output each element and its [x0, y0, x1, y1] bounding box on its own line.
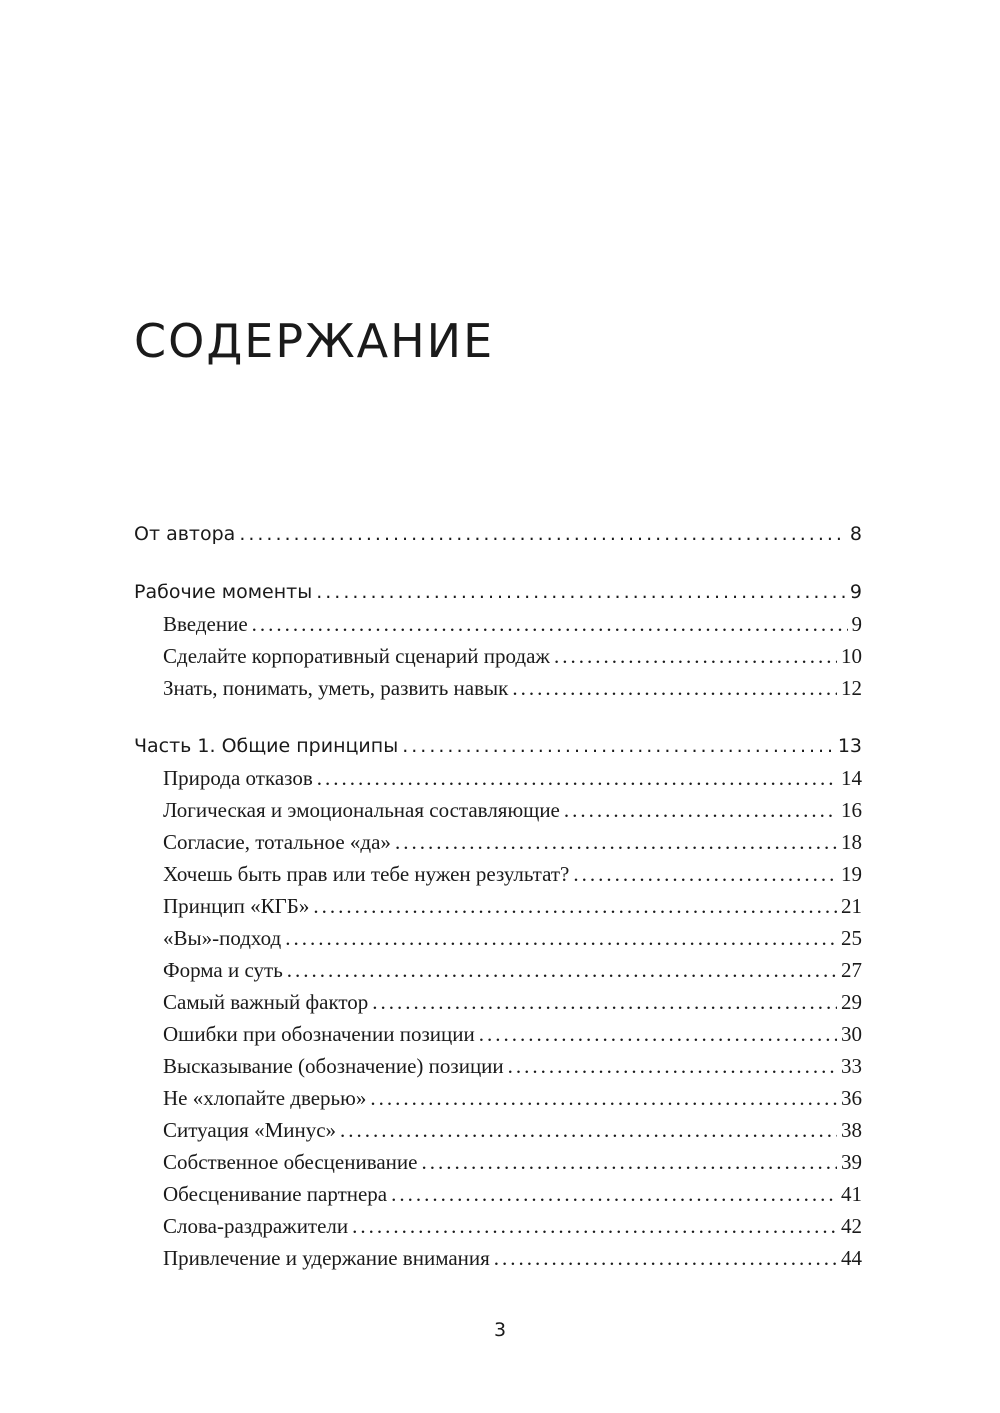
toc-entry[interactable]	[134, 608, 862, 640]
toc-entry[interactable]	[134, 986, 862, 1018]
toc-entry[interactable]	[134, 1242, 862, 1274]
toc-entry[interactable]	[134, 890, 862, 922]
toc-entry-title: Сделайте корпоративный сценарий продаж	[163, 644, 550, 668]
toc-group	[134, 730, 862, 1274]
toc-entry-page: 39	[841, 1150, 862, 1174]
toc-entry[interactable]	[134, 1018, 862, 1050]
toc-entry-page: 30	[841, 1022, 862, 1046]
dot-leader	[316, 576, 846, 608]
toc-entry-page: 27	[841, 958, 862, 982]
toc-section-entry[interactable]	[134, 518, 862, 550]
table-of-contents	[134, 518, 862, 1300]
dot-leader	[391, 1178, 837, 1210]
toc-entry-page: 8	[849, 523, 862, 545]
toc-entry-title: Хочешь быть прав или тебе нужен результат?	[163, 862, 570, 886]
dot-leader	[287, 954, 837, 986]
toc-entry-title: Ошибки при обозначении позиции	[163, 1022, 475, 1046]
toc-section-entry[interactable]	[134, 576, 862, 608]
toc-entry-page: 38	[841, 1118, 862, 1142]
toc-entry[interactable]	[134, 1114, 862, 1146]
toc-entry-page: 19	[841, 862, 862, 886]
dot-leader	[372, 986, 837, 1018]
toc-entry[interactable]	[134, 640, 862, 672]
dot-leader	[313, 890, 837, 922]
toc-entry-title: Слова-раздражители	[163, 1214, 349, 1238]
toc-entry-title: «Вы»-подход	[163, 926, 282, 950]
toc-entry-page: 29	[841, 990, 862, 1014]
toc-entry-title: Природа отказов	[163, 766, 313, 790]
toc-group	[134, 518, 862, 550]
toc-entry[interactable]	[134, 1210, 862, 1242]
toc-group	[134, 576, 862, 704]
toc-entry-title: Знать, понимать, уметь, развить навык	[163, 676, 509, 700]
toc-entry-title: Введение	[163, 612, 248, 636]
toc-entry-title: Не «хлопайте дверью»	[163, 1086, 367, 1110]
toc-entry[interactable]	[134, 1178, 862, 1210]
toc-entry-page: 12	[841, 676, 862, 700]
toc-entry-title: Привлечение и удержание внимания	[163, 1246, 490, 1270]
toc-entry-page: 9	[849, 581, 862, 603]
toc-entry-page: 33	[841, 1054, 862, 1078]
dot-leader	[573, 858, 837, 890]
dot-leader	[239, 518, 846, 550]
toc-entry[interactable]	[134, 922, 862, 954]
toc-entry[interactable]	[134, 1050, 862, 1082]
toc-entry-page: 42	[841, 1214, 862, 1238]
toc-entry-page: 41	[841, 1182, 862, 1206]
dot-leader	[479, 1018, 837, 1050]
toc-entry-title: Обесценивание партнера	[163, 1182, 388, 1206]
toc-entry-title: Собственное обесценивание	[163, 1150, 418, 1174]
toc-entry-title: Самый важный фактор	[163, 990, 369, 1014]
dot-leader	[370, 1082, 837, 1114]
toc-entry-title: Форма и суть	[163, 958, 283, 982]
dot-leader	[554, 640, 837, 672]
dot-leader	[421, 1146, 837, 1178]
toc-entry[interactable]	[134, 1082, 862, 1114]
toc-entry[interactable]	[134, 826, 862, 858]
dot-leader	[252, 608, 848, 640]
dot-leader	[402, 730, 834, 762]
toc-entry-title: От автора	[134, 523, 236, 545]
toc-entry[interactable]	[134, 858, 862, 890]
dot-leader	[564, 794, 837, 826]
page-title: СОДЕРЖАНИЕ	[134, 314, 495, 368]
toc-entry-page: 9	[851, 612, 862, 636]
dot-leader	[317, 762, 837, 794]
toc-entry-title: Высказывание (обозначение) позиции	[163, 1054, 504, 1078]
toc-entry-page: 18	[841, 830, 862, 854]
toc-entry-page: 21	[841, 894, 862, 918]
dot-leader	[494, 1242, 837, 1274]
toc-entry[interactable]	[134, 1146, 862, 1178]
dot-leader	[512, 672, 837, 704]
page-number: 3	[493, 1319, 507, 1341]
toc-section-entry[interactable]	[134, 730, 862, 762]
toc-entry-title: Согласие, тотальное «да»	[163, 830, 391, 854]
toc-entry-page: 10	[841, 644, 862, 668]
toc-entry-title: Рабочие моменты	[134, 581, 313, 603]
dot-leader	[352, 1210, 837, 1242]
dot-leader	[508, 1050, 837, 1082]
toc-entry[interactable]	[134, 794, 862, 826]
toc-entry-page: 25	[841, 926, 862, 950]
toc-entry-page: 13	[837, 735, 862, 757]
dot-leader	[395, 826, 837, 858]
toc-entry-page: 16	[841, 798, 862, 822]
toc-entry[interactable]	[134, 954, 862, 986]
toc-entry-title: Логическая и эмоциональная составляющие	[163, 798, 560, 822]
toc-entry-title: Принцип «КГБ»	[163, 894, 310, 918]
dot-leader	[340, 1114, 837, 1146]
toc-entry-page: 36	[841, 1086, 862, 1110]
toc-entry-title: Часть 1. Общие принципы	[134, 735, 399, 757]
toc-entry[interactable]	[134, 762, 862, 794]
toc-entry-page: 44	[841, 1246, 862, 1270]
toc-entry-title: Ситуация «Минус»	[163, 1118, 337, 1142]
toc-entry-page: 14	[841, 766, 862, 790]
toc-entry[interactable]	[134, 672, 862, 704]
dot-leader	[285, 922, 837, 954]
